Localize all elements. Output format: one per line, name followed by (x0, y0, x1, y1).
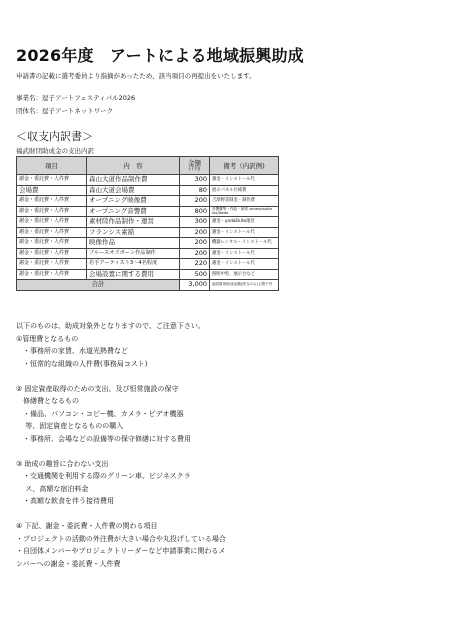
row-note: 謝金・yadaEkito運営 (210, 217, 279, 228)
row-item: 謝金・委託費・人件費 (17, 227, 87, 238)
row-amount: 300 (180, 175, 210, 186)
row-note: 謝金・インストール代 (210, 259, 279, 270)
table-row (17, 259, 279, 270)
row-amount: 300 (180, 217, 210, 228)
row-note: 音響費等・作曲・演奏 ueness/sukiz ino/lkeda (210, 206, 279, 217)
exclusion-notes: 以下のものは、助成対象外となりますので、ご注意下さい。 ①管理費となるもの ・事務所の家賃、水道光熱費など ・恒常的な組織の人件費(事務局コスト) ② 固定資産取得のための支出、及び恒常施設の保守 修繕費となるもの ・備品、パソコン・コピー機、カメラ・ビデオ機器 等、固定資産となるものの購入 ・事務所、会場などの設備等の保守修繕に対する費用 ③ 助成の趣旨に合わない支出 ・交通機関を利用する際のグリーン車、ビジネスクラ ス、高額な宿泊料金 ・高額な飲食を伴う接待費用 ④ 下記、謝金・委託費・人件費の関わる項目 ・プロジェクトの活動の外注費が大きい場合や丸投げしている場合 ・自団体メンバーやプロジェクトリーダーなど申請事業に関わるメ ンバーへの謝金・委託費・人件費 (16, 322, 226, 568)
row-content: オープニング映像費 (87, 196, 180, 207)
header-amount (180, 157, 210, 175)
table-row (17, 175, 279, 186)
total-amount: 3,000 (180, 280, 210, 291)
row-note: 謝金・インストール代 (210, 248, 279, 259)
row-note: 謝金・インストール代 (210, 175, 279, 186)
header-content: 内 容 (87, 157, 180, 175)
row-content: 素材陸作品制作・運営 (87, 217, 180, 228)
row-note: 照明中堅、展示台など (210, 269, 279, 280)
row-amount: 220 (180, 259, 210, 270)
table-total-row (17, 280, 279, 291)
row-content: オープニング音響費 (87, 206, 180, 217)
row-content: 若手アーティスト3～4名程度 (87, 259, 180, 270)
row-amount: 800 (180, 206, 210, 217)
organization-name: 団体名：逗子アートネットワーク (16, 107, 114, 115)
section-heading: ＜収支内訳書＞ (16, 130, 93, 143)
row-item: 謝金・委託費・人件費 (17, 175, 87, 186)
row-amount: 200 (180, 238, 210, 249)
header-amount-unit: (千円) (188, 167, 201, 172)
header-note: 備考（内訳例) (210, 157, 279, 175)
row-content: ブルースオズボーン作品制作 (87, 248, 180, 259)
row-note: 謝金・インストール代 (210, 227, 279, 238)
row-item: 謝金・委託費・人件費 (17, 217, 87, 228)
project-name: 事業名：逗子アートフェスティバル2026 (16, 94, 136, 102)
total-note: 福武財団助成金額(該当のみ)上限千円 (210, 280, 279, 291)
budget-table (16, 156, 279, 291)
row-amount: 200 (180, 248, 210, 259)
table-caption: 福武財団助成金の支出内訳 (16, 147, 94, 155)
table-row (17, 185, 279, 196)
table-row (17, 217, 279, 228)
header-item: 項目 (17, 157, 87, 175)
row-amount: 200 (180, 227, 210, 238)
total-label: 合計 (17, 280, 180, 291)
row-amount: 80 (180, 185, 210, 196)
row-amount: 500 (180, 269, 210, 280)
table-row (17, 238, 279, 249)
row-amount: 200 (180, 196, 210, 207)
page-title: 2026年度 アートによる地域振興助成 (16, 46, 304, 65)
row-item: 謝金・委託費・人件費 (17, 238, 87, 249)
header-amount-label: 金額 (188, 159, 201, 167)
table-row (17, 196, 279, 207)
row-content: 映像作品 (87, 238, 180, 249)
row-note: 展示パネル仕様費 (210, 185, 279, 196)
table-header-row (17, 157, 279, 175)
row-note: 機器レンタル・インストール代 (210, 238, 279, 249)
row-content: 森山大道作品制作費 (87, 175, 180, 186)
row-item: 謝金・委託費・人件費 (17, 196, 87, 207)
row-item: 謝金・委託費・人件費 (17, 206, 87, 217)
row-content: 会場設置に関する費用 (87, 269, 180, 280)
table-row (17, 269, 279, 280)
row-content: フランシス素描 (87, 227, 180, 238)
row-item: 謝金・委託費・人件費 (17, 259, 87, 270)
table-row (17, 248, 279, 259)
table-row (17, 227, 279, 238)
row-item: 謝金・委託費・人件費 (17, 248, 87, 259)
row-content: 森山大道会場費 (87, 185, 180, 196)
table-row (17, 206, 279, 217)
row-item: 会場費 (17, 185, 87, 196)
row-item: 謝金・委託費・人件費 (17, 269, 87, 280)
row-note: 吉澤野書制金・制作費 (210, 196, 279, 207)
lead-text: 申請書の記載に選考委員より指摘があったため、該当項目の再提出をいたします。 (16, 72, 256, 80)
